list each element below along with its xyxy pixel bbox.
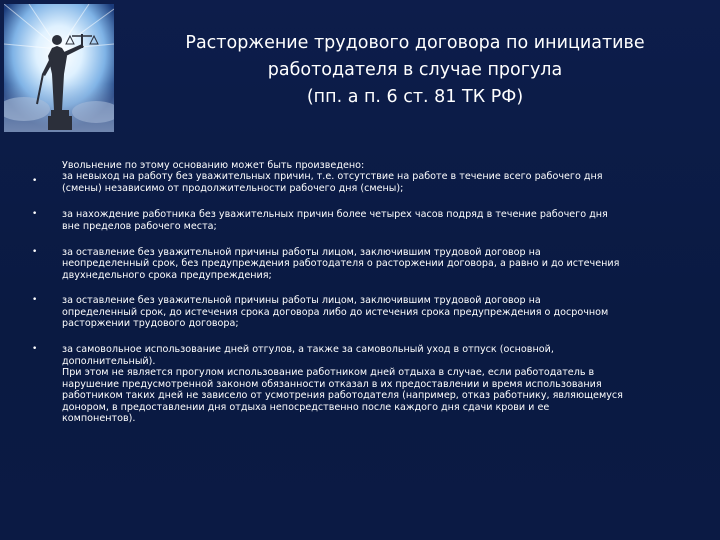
item-text-line: за нахождение работника без уважительных причин более четырех часов подряд в течение рабочего дня [62, 209, 608, 221]
bullet: • [32, 247, 38, 258]
list-item [28, 295, 678, 329]
item-text-line: за невыход на работу без уважительных причин, т.е. отсутствие на работе в течение всего рабочего дня [62, 171, 603, 183]
item-text-line: компонентов). [62, 412, 136, 424]
bullet: • [32, 176, 38, 186]
bullet: • [32, 295, 38, 306]
list-item [28, 160, 678, 194]
item-text-line: неопределенный срок, без предупреждения работодателя о расторжении договора, а равно и до истечения [62, 258, 620, 270]
bullet: • [32, 209, 38, 220]
item-text-line: расторжении трудового договора; [62, 318, 239, 330]
slide-title [150, 30, 680, 111]
item-text-line: определенный срок, до истечения срока договора либо до истечения срока предупреждения о досрочном [62, 306, 609, 318]
item-text-line: за оставление без уважительной причины работы лицом, заключившим трудовой договор на [62, 295, 541, 307]
item-text-line: Увольнение по этому основанию может быть произведено: [62, 160, 365, 171]
item-text-line: вне пределов рабочего места; [62, 220, 217, 232]
item-text-line: нарушение предусмотренной законом обязанности отказал в их предоставлении и время использования [62, 378, 602, 390]
item-text-line: (смены) независимо от продолжительности рабочего дня (смены); [62, 182, 404, 194]
item-text-line: дополнительный). [62, 355, 156, 367]
item-text-line: донором, в предоставлении дня отдыха непосредственно после каждого дня сдачи крови и ее [62, 401, 550, 413]
title-line: Расторжение трудового договора по инициативе [185, 33, 645, 53]
grounds-list [28, 160, 678, 424]
item-text-line: за оставление без уважительной причины работы лицом, заключившим трудовой договор на [62, 247, 541, 259]
list-item [28, 344, 678, 424]
item-text-line: двухнедельного срока предупреждения; [62, 269, 272, 281]
themis-justice-statue-icon [4, 4, 114, 132]
title-line: работодателя в случае прогула [267, 60, 563, 80]
item-text-line: При этом не является прогулом использование работником дней отдыха в случае, если работодатель в [62, 367, 595, 379]
title-line: (пп. а п. 6 ст. 81 ТК РФ) [306, 87, 524, 107]
item-text-line: работником таких дней не зависело от усмотрения работодателя (например, отказ работнику, являющемуся [62, 390, 623, 402]
list-item [28, 247, 678, 281]
list-item [28, 209, 678, 232]
bullet: • [32, 344, 38, 355]
item-text-line: за самовольное использование дней отгулов, а также за самовольный уход в отпуск (основной, [62, 344, 554, 356]
